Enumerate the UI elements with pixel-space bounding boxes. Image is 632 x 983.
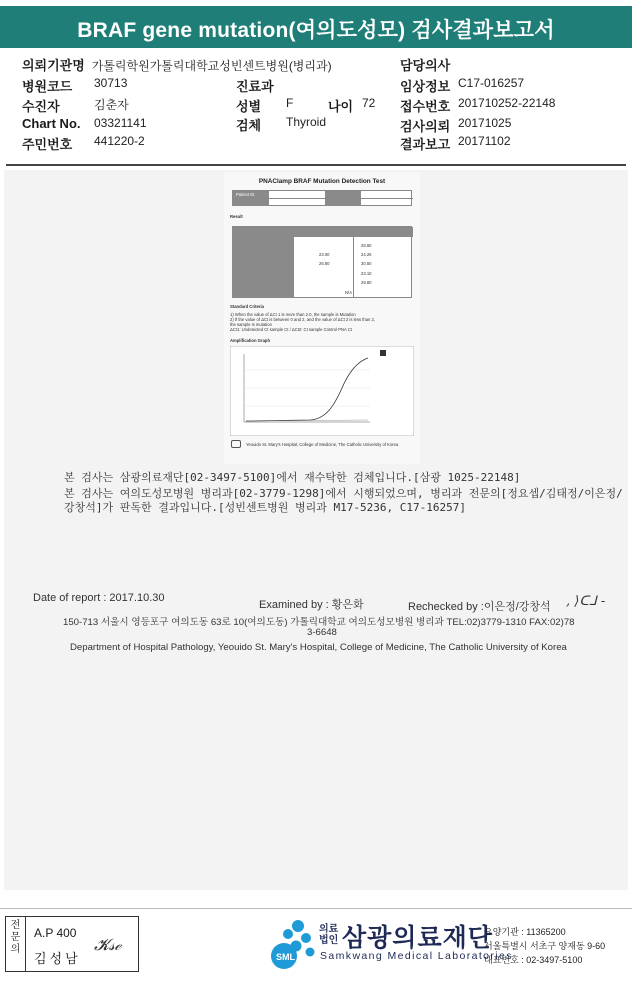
scanned-id-table: Patient ID (232, 190, 412, 206)
rechecked-by: Rechecked by :이은정/강창석 (408, 601, 551, 613)
info-reported: 결과보고 20171102 (400, 134, 511, 152)
stamp-line-2: 본 검사는 여의도성모병원 병리과[02-3779-1298]에서 시행되었으며, 병리과 전문의[정요셉/김태정/이은정/ (64, 487, 623, 500)
footer-divider (0, 908, 632, 909)
info-orderer: 의뢰기관명 가톨릭학원가톨릭대학교성빈센트병원(병리과) (22, 58, 332, 73)
scanned-criteria-label: Standard Criteria (230, 304, 264, 309)
brand-info-address: 서울특별시 서초구 양재동 9-60 (484, 941, 606, 951)
info-chart-no: Chart No. 03321141 (22, 116, 147, 131)
info-department: 진료과 (236, 79, 274, 94)
report-title: BRAF gene mutation(여의도성모) 검사결과보고서 (77, 19, 555, 42)
brand-info-code: 요양기관 : 11365200 (484, 927, 566, 937)
handwritten-signature: 𝓚𝓈ℯ (94, 935, 122, 954)
examined-by: Examined by : 황은화 (259, 599, 364, 611)
info-receipt-no: 접수번호 201710252-22148 (400, 96, 556, 114)
specialist-label: 전 문 의 (6, 917, 26, 971)
info-doctor: 담당의사 (400, 58, 451, 73)
info-age: 나이 72 (328, 96, 376, 114)
scanned-graph-label: Amplification Graph (230, 338, 271, 343)
brand-name-english: Samkwang Medical Laboratories (320, 950, 513, 962)
stamp-line-1: 본 검사는 삼광의료재단[02-3497-5100]에서 재수탁한 검체입니다.[삼광 1025-22148] (64, 471, 521, 484)
license-number: A.P 400 (34, 926, 77, 940)
info-sex: 성별 F (236, 96, 294, 114)
scanned-lab-line: Yeouido St. Mary's Hospital, College of Medicine, The Catholic University of Korea (246, 442, 399, 447)
info-resident-no: 주민번호 441220-2 (22, 134, 145, 152)
info-specimen: 검체 Thyroid (236, 115, 327, 133)
header-divider (6, 164, 626, 166)
scanned-result-label: Result (230, 214, 243, 219)
scanned-result-table: 28.60 23.00 24.26 26.80 30.50 23.10 29.80 N/A (232, 226, 412, 298)
brand-info-phone: 대표번호 : 02-3497-5100 (484, 955, 583, 965)
brand-legal-label: 의료 법인 (319, 924, 339, 946)
info-clinical: 임상정보 C17-016257 (400, 76, 525, 94)
address-line-1: 150-713 서울시 영등포구 여의도동 63로 10(여의도동) 가톨릭대학교 여의도성모병원 병리과 TEL:02)3779-1310 FAX:02)78 (63, 617, 575, 628)
scanned-amplification-graph (230, 346, 414, 436)
department-line: Department of Hospital Pathology, Yeouido St. Mary's Hospital, College of Medicine, The Catholic University of Korea (70, 642, 567, 653)
scanned-hospital-logo-icon (231, 440, 241, 448)
date-of-report: Date of report : 2017.10.30 (33, 592, 165, 604)
recheck-signature: , ⟩ᑕᒧ - (566, 594, 606, 609)
info-patient-name: 수진자 김춘자 (22, 98, 129, 114)
info-hospital-code: 병원코드 30713 (22, 76, 128, 94)
scanned-test-report: PNAClamp BRAF Mutation Detection Test Patient ID Result 28.60 23.00 24.26 26.80 30.50 23.10 29.80 N/A Standard Criteria 1) When the value of ΔCt 1 is more than 2.0, the sample is Mutation 2) If the value of ΔCt is between 0 and 2, and the value of ΔCt 2 is less than 2, the sample is mutation ΔCt1: Undetected Ct sample Ct / ΔCt2: Ct sample Control PNA Ct Amplification Graph Yeouido St. Mary's Hospital, College of Medicine, The Catholic University of Korea (224, 172, 420, 464)
info-requested: 검사의뢰 20171025 (400, 116, 512, 134)
address-line-2: 3-6648 (307, 627, 337, 638)
stamp-line-3: 강창석]가 판독한 결과입니다.[성빈센트병원 병리과 M17-5236, C17-16257] (64, 501, 466, 514)
report-title-bar (0, 6, 632, 48)
pathologist-signature-box (5, 916, 139, 972)
svg-text:SML: SML (276, 952, 295, 962)
brand-name-korean: 삼광의료재단 (342, 924, 493, 952)
pathologist-name: 김성남 (34, 951, 81, 966)
scanned-report-title: PNAClamp BRAF Mutation Detection Test (258, 178, 386, 185)
